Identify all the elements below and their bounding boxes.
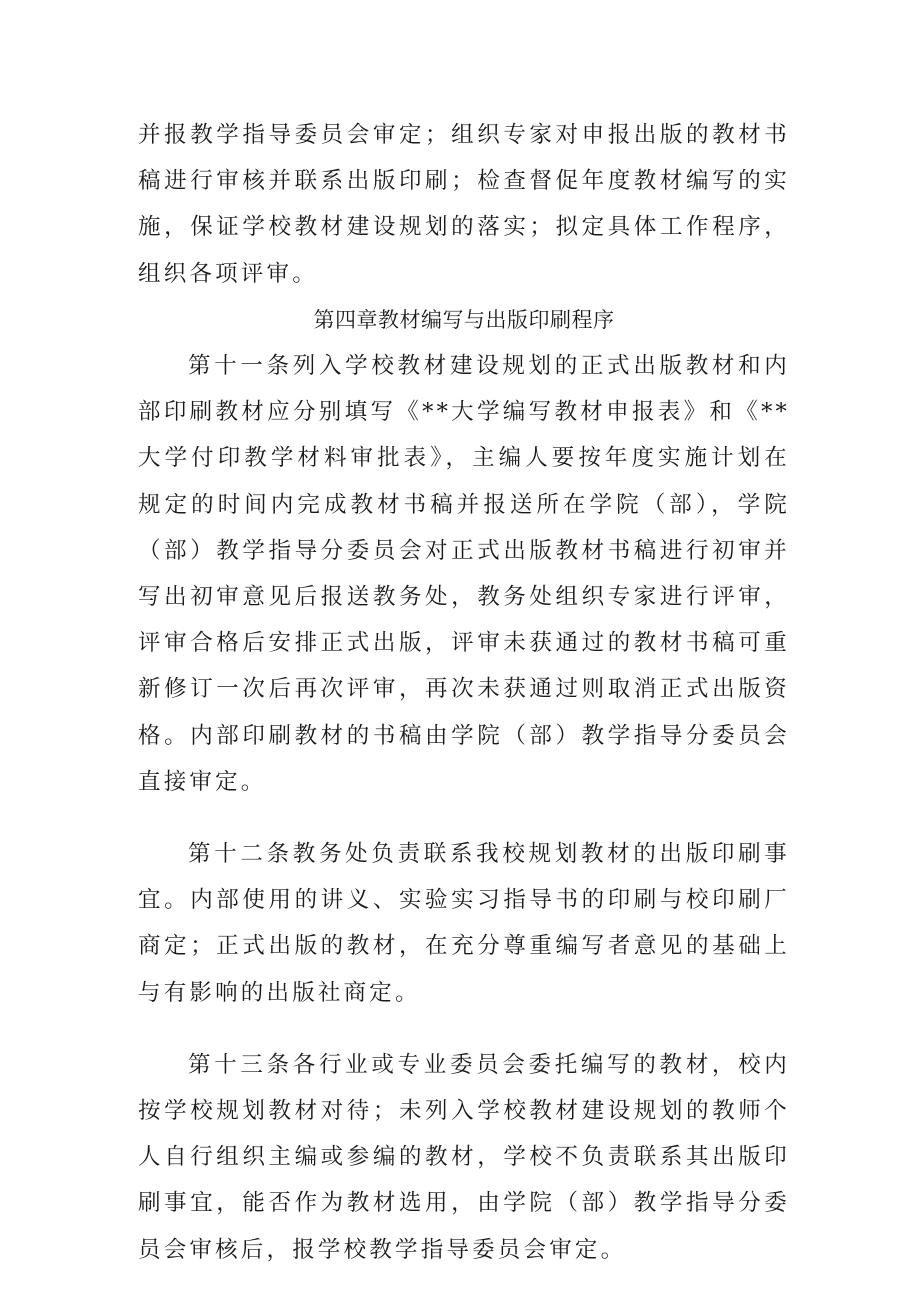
article-13-paragraph: 第十三条各行业或专业委员会委托编写的教材，校内按学校规划教材对待；未列入学校教材建设规划的教师个人自行组织主编或参编的教材，学校不负责联系其出版印刷事宜，能否作为教材选用，由学院（部）教学指导分委员会审核后，报学校教学指导委员会审定。	[138, 1051, 790, 1263]
document-page	[138, 112, 790, 1273]
article-11-paragraph: 第十一条列入学校教材建设规划的正式出版教材和内部印刷教材应分别填写《**大学编写教材申报表》和《**大学付印教学材料审批表》，主编人要按年度实施计划在规定的时间内完成教材书稿并报送所在学院（部），学院（部）教学指导分委员会对正式出版教材书稿进行初审并写出初审意见后报送教务处，教务处组织专家进行评审，评审合格后安排正式出版，评审未获通过的教材书稿可重新修订一次后再次评审，再次未获通过则取消正式出版资格。内部印刷教材的书稿由学院（部）教学指导分委员会直接审定。	[138, 353, 790, 795]
continuation-paragraph: 并报教学指导委员会审定；组织专家对申报出版的教材书稿进行审核并联系出版印刷；检查督促年度教材编写的实施，保证学校教材建设规划的落实；拟定具体工作程序，组织各项评审。	[138, 122, 790, 287]
chapter-heading: 第四章教材编写与出版印刷程序	[313, 307, 615, 332]
paragraph-gap	[138, 805, 790, 831]
article-12-paragraph: 第十二条教务处负责联系我校规划教材的出版印刷事宜。内部使用的讲义、实验实习指导书的印刷与校印刷厂商定；正式出版的教材，在充分尊重编写者意见的基础上与有影响的出版社商定。	[138, 841, 790, 1006]
paragraph-gap	[138, 1016, 790, 1042]
